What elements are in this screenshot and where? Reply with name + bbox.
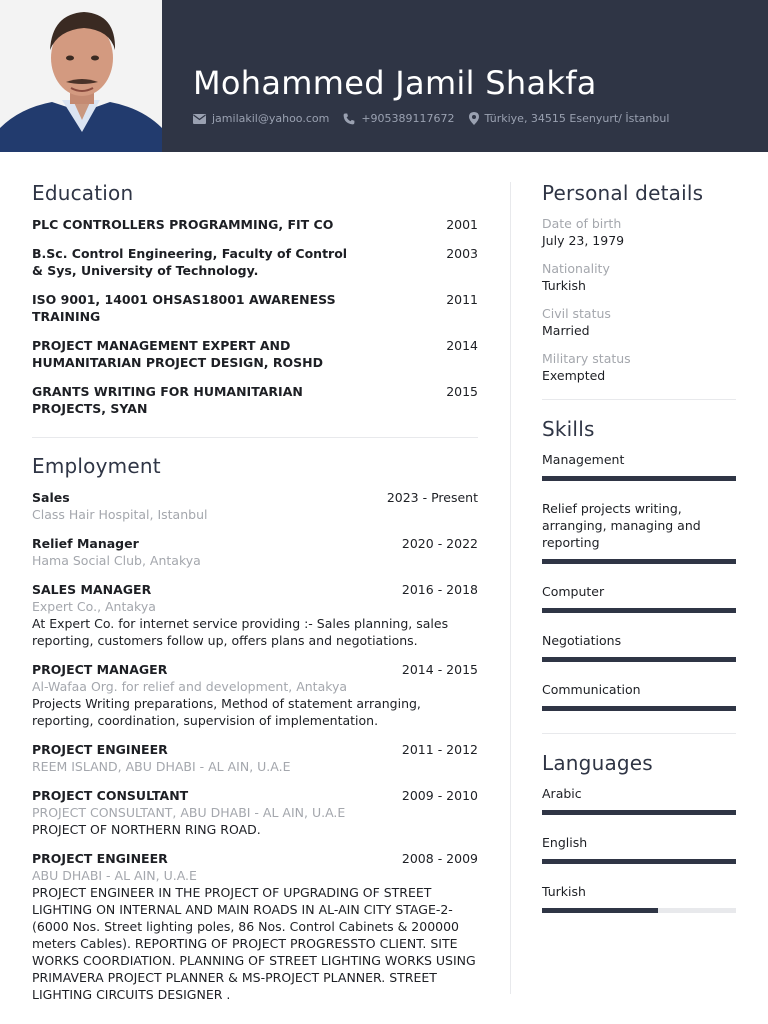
language-item: [542, 883, 736, 913]
job-description: PROJECT ENGINEER IN THE PROJECT OF UPGRADING OF STREET LIGHTING ON INTERNAL AND MAIN ROADS IN AL-AIN CITY STAGE-2- (6000 Nos. Street lighting poles, 86 Nos. Control Cabinets & 200000 meters Cables). REPORTING OF PROJECT PROGRESSTO CLIENT. SITE WORKS COORDIATION. PLANNING OF STREET LIGHTING WORKS USING PRIMAVERA PROJECT PLANNER & MS-PROJECT PLANNER. STREET LIGHTING CIRCUITS DESIGNER .: [32, 885, 476, 1002]
education-year: 2014: [446, 338, 478, 353]
education-degree: B.Sc. Control Engineering, Faculty of Control & Sys, University of Technology.: [32, 246, 348, 278]
personal-detail-label: Civil status: [542, 306, 611, 321]
contact-address: [469, 112, 670, 125]
skill-item-name: Relief projects writing, arranging, managing and reporting: [542, 501, 701, 550]
personal-detail: [542, 351, 736, 384]
side-column: [542, 180, 736, 913]
job-dates: 2009 - 2010: [401, 788, 478, 803]
skill-item-name: Communication: [542, 682, 641, 697]
personal-detail-label: Date of birth: [542, 216, 622, 231]
skills-title: Skills: [542, 417, 595, 441]
skill-item: [542, 583, 736, 613]
job-organization: PROJECT CONSULTANT, ABU DHABI - AL AIN, U.A.E: [32, 805, 346, 820]
education-degree: ISO 9001, 14001 OHSAS18001 AWARENESS TRAINING: [32, 292, 336, 324]
employment-header: [32, 661, 478, 678]
envelope-icon: [193, 114, 206, 124]
employment-item: [32, 535, 478, 569]
education-item: [32, 216, 478, 233]
phone-icon: [343, 113, 355, 125]
education-title: Education: [32, 181, 134, 205]
job-title: PROJECT MANAGER: [32, 662, 168, 677]
language-item-level-fill: [542, 859, 736, 864]
personal-detail-value: July 23, 1979: [542, 233, 625, 248]
employment-item: [32, 787, 478, 838]
education-degree: PROJECT MANAGEMENT EXPERT AND HUMANITARIAN PROJECT DESIGN, ROSHD: [32, 338, 323, 370]
skill-item-name: Management: [542, 452, 625, 467]
skill-item-level-bar: [542, 706, 736, 711]
personal-detail-label: Nationality: [542, 261, 610, 276]
skill-item-level-fill: [542, 559, 736, 564]
contact-info: [193, 112, 683, 125]
employment-item: [32, 741, 478, 775]
education-list: [32, 216, 478, 417]
education-year: 2015: [446, 384, 478, 399]
skill-item-level-bar: [542, 608, 736, 613]
language-item-level-bar: [542, 810, 736, 815]
languages-title: Languages: [542, 751, 653, 775]
education-item: [32, 291, 478, 325]
skill-item-level-bar: [542, 476, 736, 481]
language-item-level-fill: [542, 810, 736, 815]
skill-item-level-fill: [542, 706, 736, 711]
skill-item-level-fill: [542, 657, 736, 662]
skill-item-level-fill: [542, 608, 736, 613]
job-description: At Expert Co. for internet service providing :- Sales planning, sales reporting, customers follow up, offers plans and negotiations.: [32, 616, 449, 648]
employment-header: [32, 787, 478, 804]
skill-item: [542, 451, 736, 481]
employment-header: [32, 741, 478, 758]
employment-title: Employment: [32, 454, 161, 478]
education-degree: PLC CONTROLLERS PROGRAMMING, FIT CO: [32, 217, 334, 232]
job-dates: 2016 - 2018: [401, 582, 478, 597]
job-organization: Al-Wafaa Org. for relief and development, Antakya: [32, 679, 348, 694]
skill-item-level-fill: [542, 476, 736, 481]
personal-details-title: Personal details: [542, 181, 704, 205]
job-organization: ABU DHABI - AL AIN, U.A.E: [32, 868, 197, 883]
employment-item: [32, 489, 478, 523]
education-item: [32, 245, 478, 279]
profile-photo: [0, 0, 162, 152]
languages-list: [542, 785, 736, 913]
job-dates: 2023 - Present: [386, 490, 478, 505]
contact-phone[interactable]: [343, 112, 454, 125]
language-item-level-fill: [542, 908, 658, 913]
language-item-level-bar: [542, 859, 736, 864]
job-title: Relief Manager: [32, 536, 139, 551]
language-item: [542, 834, 736, 864]
section-divider: [542, 733, 736, 734]
employment-item: [32, 850, 478, 1003]
employment-header: [32, 489, 478, 506]
language-item-name: English: [542, 835, 588, 850]
job-title: Sales: [32, 490, 70, 505]
skills-list: [542, 451, 736, 711]
column-divider: [510, 182, 511, 994]
employment-item: [32, 661, 478, 729]
employment-item: [32, 581, 478, 649]
contact-email[interactable]: [193, 112, 329, 125]
profile-photo-image: [0, 0, 162, 152]
personal-details-list: [542, 216, 736, 384]
employment-header: [32, 850, 478, 867]
job-dates: 2008 - 2009: [401, 851, 478, 866]
language-item-name: Arabic: [542, 786, 582, 801]
language-item-level-bar: [542, 908, 736, 913]
employment-list: [32, 489, 478, 1003]
education-item: [32, 383, 478, 417]
phone-text: +905389117672: [361, 112, 455, 125]
language-item: [542, 785, 736, 815]
job-title: SALES MANAGER: [32, 582, 152, 597]
education-year: 2001: [446, 217, 478, 232]
employment-header: [32, 581, 478, 598]
skill-item: [542, 500, 736, 564]
job-dates: 2011 - 2012: [401, 742, 478, 757]
skill-item: [542, 632, 736, 662]
job-description: PROJECT OF NORTHERN RING ROAD.: [32, 822, 261, 837]
language-item-name: Turkish: [542, 884, 586, 899]
education-degree: GRANTS WRITING FOR HUMANITARIAN PROJECTS, SYAN: [32, 384, 303, 416]
personal-detail-value: Married: [542, 323, 590, 338]
personal-detail-value: Exempted: [542, 368, 606, 383]
skill-item-level-bar: [542, 559, 736, 564]
personal-detail: [542, 216, 736, 249]
job-organization: Expert Co., Antakya: [32, 599, 156, 614]
skill-item-level-bar: [542, 657, 736, 662]
email-text: jamilakil@yahoo.com: [212, 112, 330, 125]
employment-header: [32, 535, 478, 552]
education-year: 2003: [446, 246, 478, 261]
job-description: Projects Writing preparations, Method of statement arranging, reporting, coordination, supervision of implementation.: [32, 696, 421, 728]
skill-item: [542, 681, 736, 711]
personal-detail-label: Military status: [542, 351, 631, 366]
section-divider: [542, 399, 736, 400]
map-pin-icon: [469, 112, 479, 125]
job-dates: 2020 - 2022: [401, 536, 478, 551]
job-title: PROJECT ENGINEER: [32, 851, 168, 866]
skill-item-name: Negotiations: [542, 633, 622, 648]
skill-item-name: Computer: [542, 584, 605, 599]
personal-detail-value: Turkish: [542, 278, 586, 293]
personal-detail: [542, 261, 736, 294]
job-title: PROJECT CONSULTANT: [32, 788, 189, 803]
personal-detail: [542, 306, 736, 339]
main-column: [32, 180, 478, 1003]
education-year: 2011: [446, 292, 478, 307]
resume-header: [0, 0, 768, 152]
job-organization: Hama Social Club, Antakya: [32, 553, 201, 568]
candidate-name: Mohammed Jamil Shakfa: [193, 64, 597, 102]
education-item: [32, 337, 478, 371]
job-dates: 2014 - 2015: [401, 662, 478, 677]
job-title: PROJECT ENGINEER: [32, 742, 168, 757]
job-organization: Class Hair Hospital, Istanbul: [32, 507, 208, 522]
section-divider: [32, 437, 478, 438]
address-text: Türkiye, 34515 Esenyurt/ İstanbul: [484, 112, 670, 125]
job-organization: REEM ISLAND, ABU DHABI - AL AIN, U.A.E: [32, 759, 291, 774]
